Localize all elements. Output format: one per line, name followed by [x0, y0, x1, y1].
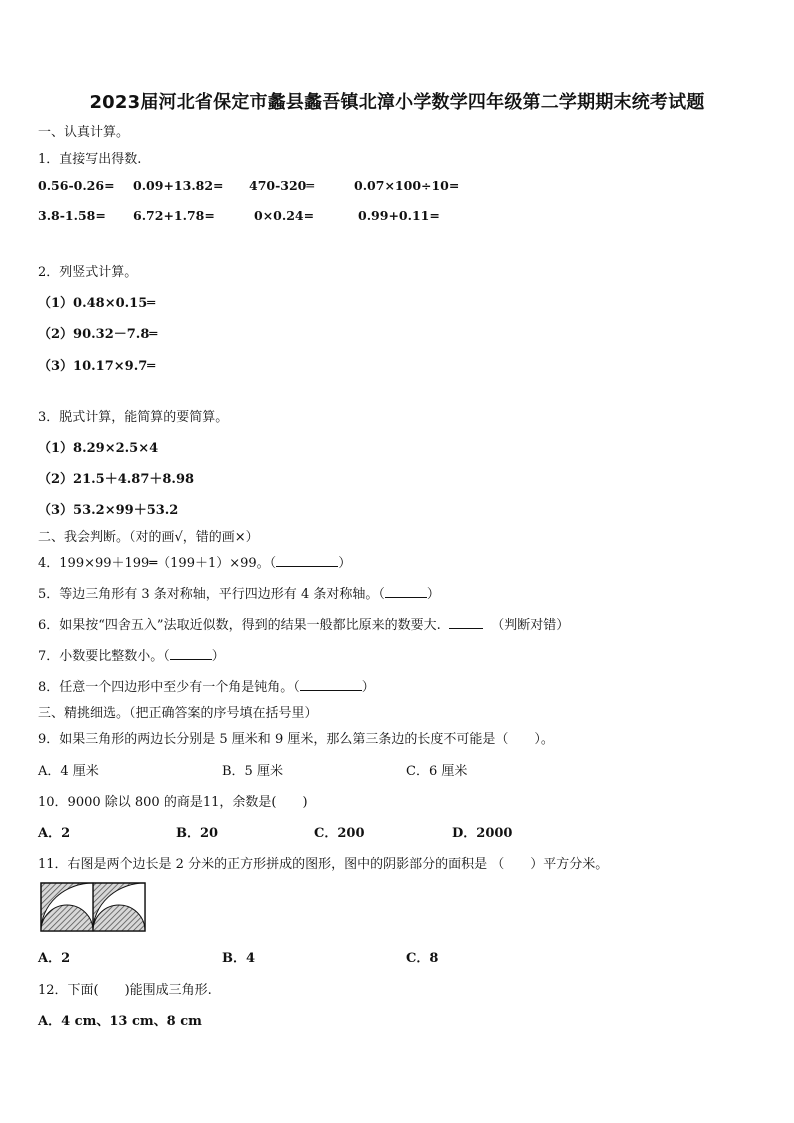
question-6-text: 6．如果按“四舍五入”法取近似数，得到的结果一般都比原来的数要大.: [38, 618, 441, 633]
question-8: [38, 676, 375, 695]
q1-row2-item3: 0×0.24=: [254, 208, 315, 223]
question-7: [38, 645, 225, 664]
q2-item-2: （2）90.32－7.8═: [38, 327, 158, 342]
q1-row1-item3: 470-320═: [249, 178, 314, 193]
question-8-end: ）: [361, 680, 375, 695]
q9-option-c[interactable]: C．6 厘米: [406, 764, 468, 779]
q11-option-c[interactable]: C．8: [406, 951, 439, 966]
answer-blank[interactable]: [449, 616, 483, 629]
q10-option-c[interactable]: C．200: [314, 826, 365, 841]
q3-item-2: （2）21.5＋4.87＋8.98: [38, 472, 195, 487]
question-5: [38, 583, 440, 602]
two-squares-shaded-figure: [40, 882, 146, 932]
question-11-text: 11．右图是两个边长是 2 分米的正方形拼成的图形，图中的阴影部分的面积是 （ ）平方分米。: [38, 857, 609, 872]
q10-option-a[interactable]: A．2: [38, 826, 71, 841]
question-10-text: 10．9000 除以 800 的商是11，余数是( ): [38, 795, 308, 810]
q9-option-a[interactable]: A．4 厘米: [38, 764, 99, 779]
question-3-label: 3．脱式计算，能简算的要简算。: [38, 410, 229, 425]
question-4-text: 4．199×99＋199═（199＋1）×99。（: [38, 556, 277, 571]
question-8-text: 8．任意一个四边形中至少有一个角是钝角。（: [38, 680, 300, 695]
q3-item-1: （1）8.29×2.5×4: [38, 441, 159, 456]
answer-blank[interactable]: [300, 678, 362, 691]
question-9-text: 9．如果三角形的两边长分别是 5 厘米和 9 厘米，那么第三条边的长度不可能是（ ）。: [38, 732, 554, 747]
answer-blank[interactable]: [385, 585, 427, 598]
q3-item-3: （3）53.2×99＋53.2: [38, 503, 179, 518]
q1-row2-item2: 6.72+1.78=: [133, 208, 215, 223]
q9-option-b[interactable]: B．5 厘米: [222, 764, 283, 779]
question-7-end: ）: [211, 649, 225, 664]
question-4-end: ）: [338, 556, 352, 571]
page-title: 2023届河北省保定市蠡县蠡吾镇北漳小学数学四年级第二学期期末统考试题: [89, 92, 705, 113]
question-5-text: 5．等边三角形有 3 条对称轴，平行四边形有 4 条对称轴。（: [38, 587, 385, 602]
q2-item-3: （3）10.17×9.7═: [38, 359, 156, 374]
section-2-heading: 二、我会判断。（对的画√，错的画×）: [38, 530, 259, 545]
q1-row1-item1: 0.56-0.26=: [38, 178, 115, 193]
question-5-end: ）: [426, 587, 440, 602]
question-12-text: 12．下面( )能围成三角形.: [38, 983, 212, 998]
q12-option-a[interactable]: A．4 cm、13 cm、8 cm: [38, 1014, 202, 1029]
answer-blank[interactable]: [276, 554, 338, 567]
q2-item-1: （1）0.48×0.15═: [38, 296, 156, 311]
question-1-label: 1．直接写出得数.: [38, 152, 142, 167]
q1-row1-item4: 0.07×100÷10=: [354, 178, 460, 193]
answer-blank[interactable]: [170, 647, 212, 660]
question-2-label: 2．列竖式计算。: [38, 265, 138, 280]
q1-row1-item2: 0.09+13.82=: [133, 178, 224, 193]
question-7-text: 7．小数要比整数小。（: [38, 649, 170, 664]
question-4: [38, 552, 351, 571]
q1-row2-item4: 0.99+0.11=: [358, 208, 440, 223]
q10-option-d[interactable]: D．2000: [452, 826, 513, 841]
question-6: [38, 614, 569, 633]
section-3-heading: 三、精挑细选。（把正确答案的序号填在括号里）: [38, 706, 318, 721]
section-1-heading: 一、认真计算。: [38, 125, 130, 140]
q11-option-a[interactable]: A．2: [38, 951, 71, 966]
q10-option-b[interactable]: B．20: [176, 826, 219, 841]
question-6-end: （判断对错）: [491, 618, 570, 633]
q1-row2-item1: 3.8-1.58=: [38, 208, 106, 223]
q11-option-b[interactable]: B．4: [222, 951, 256, 966]
